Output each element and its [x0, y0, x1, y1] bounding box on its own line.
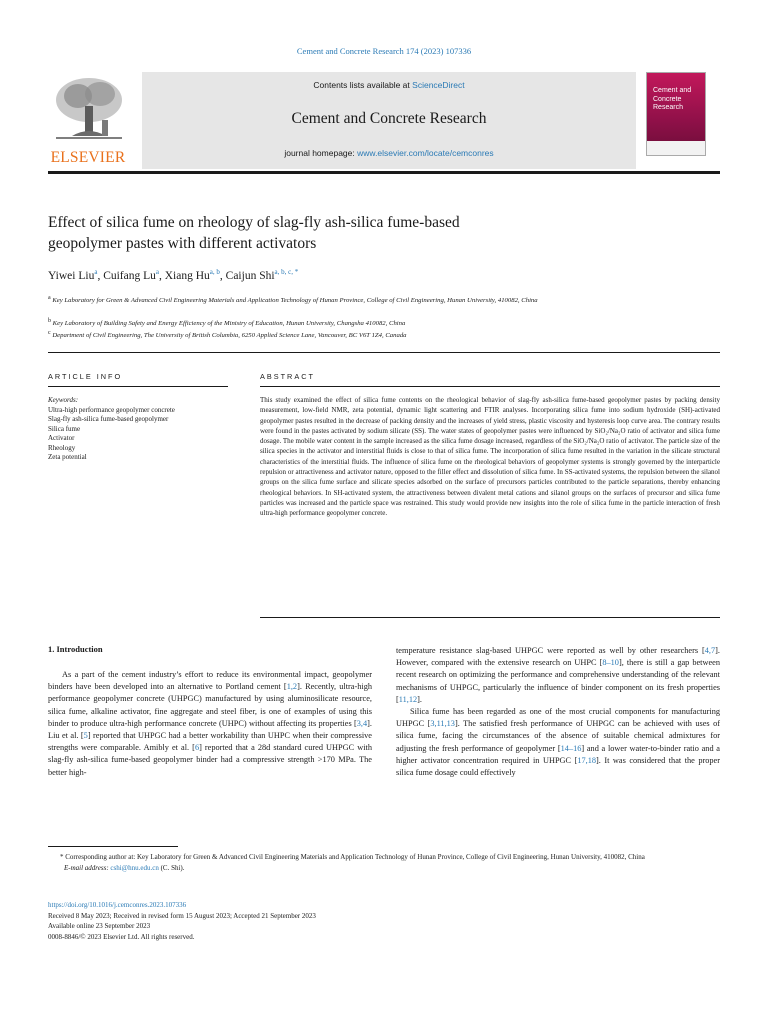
- citation-link[interactable]: 1,2: [286, 682, 298, 692]
- paragraph-text: ]. The satisfied fresh performance of UHPGC can be achieved with uses of silica fume, facing the circumstances of the absence of suitable chemical admixtures for adjusting the fresh performance of geopolymer [: [396, 719, 720, 753]
- author-name[interactable]: Caijun Shi: [225, 270, 275, 282]
- author-separator: ,: [159, 270, 165, 282]
- affiliation-text: Key Laboratory for Green & Advanced Civil Engineering Materials and Application Technology of Hunan Province, College of Civil Engineering, Hunan University, 410082, China: [52, 297, 538, 304]
- article-meta: [48, 900, 720, 942]
- cover-title-line: Concrete: [653, 95, 682, 103]
- paragraph-text: temperature resistance slag-based UHPGC were reported as well by other researchers [: [396, 646, 705, 655]
- author-separator: ,: [219, 270, 226, 282]
- affiliation-text: Department of Civil Engineering, The University of British Columbia, 6250 Applied Science Lane, Vancouver, BC V6T 1Z4, Canada: [52, 332, 407, 339]
- sciencedirect-link[interactable]: ScienceDirect: [412, 80, 465, 90]
- publisher-name: ELSEVIER: [50, 149, 126, 166]
- citation-link[interactable]: 14–16: [560, 743, 582, 753]
- paragraph-text: As a part of the cement industry’s effort to reduce its environmental impact, geopolymer binders have been developed into an alternative to Portland cement [: [48, 670, 372, 692]
- keywords-label: Keywords:: [48, 396, 79, 404]
- paragraph-text: ].: [417, 694, 422, 704]
- paragraph-text: ]. Recently, ultra-high performance geopolymer concrete (UHPGC) manufactured by using aluminosilicate resource, silica fume, alkaline activator, fine aggregate and steel fiber, is one of examples of using this binder to produce ultra-high performance concrete (UHPC) without affecting its properties [: [48, 682, 373, 728]
- citation-link[interactable]: 4,7: [704, 646, 716, 655]
- cover-title-line: Cement and: [653, 87, 692, 94]
- paragraph-text: ]. Liu et al. [: [48, 718, 372, 741]
- cover-title-line: Research: [653, 104, 683, 111]
- abstract-text: This study examined the effect of silica fume contents on the rheological behavior of slag-fly ash-silica fume-based geopolymer pastes by packing density measurement, low-field NMR, zeta potential, dynamic light scattering and FTIR analyses. Incorporating silica fume into sodium hydroxide (SH)-activated geopolymer pastes resulted in the decrease of packing density and the increases of yield stress, plastic viscosity and hysteresis loop curve area. The contrary results were found in the pastes activated by sodium silicate (SS). The water states of geopolymer pastes were influenced by SiO₂/Na₂O ratio of activator and silica fume dosage. The mobile water content in the sample increased as the silica fume dosage increased, regardless of the SiO₂/Na₂O ratio of activator. The particle size of the silica species in the activator and interstitial fluids is close to that of silica fume. The incorporation of silica fume resulted in the variation in the silicate structural characteristics of the interstitial fluids. The influence of silica fume on the rheological behaviors of geopolymer systems is strongly governed by the interparticle repulsion or attractiveness and activator nature, opposed to the filler effect and dissolution of silica fume. In SS-activated systems, the repulsion between the silanol groups on the silica fume surface and silicate species adsorbed on the surface of precursors particles contributed to the particle separations, thereby enhancing rheological behaviors. In SH-activated system, the attractiveness between divalent metal cations and silanol groups on the surfaces of precursor and silica fume particles was increased and the particle space was restrained. This study would provide new insights into the role of silica fume in the particle interaction of fresh ultra-high performance geopolymer concrete.: [260, 396, 720, 518]
- footnote-rule: [48, 846, 178, 847]
- affiliation-a: [48, 296, 648, 305]
- author-affiliation-mark[interactable]: a: [155, 268, 159, 277]
- paragraph-text: ] and a lower water-to-binder ratio and a higher activator concentration required in UHPGC [: [396, 743, 720, 765]
- corresponding-author-footnote: [48, 852, 720, 873]
- intro-paragraph: [48, 669, 372, 779]
- homepage-line: [142, 148, 636, 158]
- author-list: [48, 270, 720, 282]
- journal-reference[interactable]: Cement and Concrete Research 174 (2023) 107336: [296, 46, 472, 56]
- paragraph-text: Silica fume has been regarded as one of the most crucial components for manufacturing UHPGC [: [396, 707, 720, 729]
- homepage-link[interactable]: www.elsevier.com/locate/cemconres: [357, 148, 494, 158]
- cover-title: [653, 87, 691, 113]
- citation-link[interactable]: 8–10: [602, 658, 619, 668]
- contents-prefix: Contents lists available at: [313, 80, 410, 90]
- title-line: Effect of silica fume on rheology of slag-fly ash-silica fume-based: [48, 214, 460, 231]
- email-link[interactable]: cshi@hnu.edu.cn: [110, 863, 159, 872]
- title-line: geopolymer pastes with different activators: [48, 235, 317, 252]
- citation-link[interactable]: 3,4: [356, 718, 368, 728]
- email-suffix: (C. Shi).: [160, 863, 185, 872]
- author-affiliation-mark[interactable]: a, b: [209, 268, 220, 277]
- intro-paragraph: [396, 645, 720, 706]
- received-dates: Received 8 May 2023; Received in revised form 15 August 2023; Accepted 21 September 2023: [48, 911, 316, 920]
- introduction-heading: 1. Introduction: [48, 644, 103, 654]
- citation-link[interactable]: 17,18: [577, 755, 597, 765]
- contents-line: [142, 80, 636, 90]
- citation-link[interactable]: 3,11,13: [430, 719, 455, 729]
- paragraph-text: ], there is still a gap between recent research on optimizing the performance and comprehensive understanding of the relevant mechanisms of UHPGC, particularly the influence of binder component on its fresh properties [: [396, 658, 720, 704]
- affiliation-c: [48, 331, 648, 340]
- available-online: Available online 23 September 2023: [48, 922, 151, 930]
- keywords-block: [48, 396, 228, 463]
- keyword: Rheology: [48, 443, 76, 452]
- journal-name: Cement and Concrete Research: [291, 110, 487, 127]
- author-affiliation-mark[interactable]: a, b, c, *: [274, 268, 299, 277]
- affiliation-mark: b: [48, 317, 51, 324]
- article-info-rule: [48, 386, 228, 387]
- section-divider: [48, 352, 720, 353]
- intro-paragraph: [396, 706, 720, 779]
- abstract-rule: [260, 386, 720, 387]
- homepage-prefix: journal homepage:: [284, 148, 355, 158]
- author-separator: ,: [97, 270, 104, 282]
- email-label: E-mail address:: [64, 863, 109, 872]
- abstract-end-rule: [260, 617, 720, 618]
- copyright: 0008-8846/© 2023 Elsevier Ltd. All rights reserved.: [48, 932, 195, 941]
- cover-strip: [647, 141, 705, 155]
- paragraph-text: ]. It was considered that the proper silica fume dosage could effectively: [396, 755, 720, 778]
- email-line: [48, 863, 720, 874]
- affiliation-b: [48, 319, 648, 328]
- journal-cover-thumbnail[interactable]: [646, 72, 706, 156]
- keyword: Ultra-high performance geopolymer concrete: [48, 405, 175, 414]
- article-info-heading: ARTICLE INFO: [48, 372, 123, 381]
- intro-right-column: [396, 645, 720, 779]
- elsevier-tree-icon: [52, 76, 126, 142]
- journal-banner: [48, 72, 720, 174]
- affiliation-text: Key Laboratory of Building Safety and Energy Efficiency of the Ministry of Education, Hunan University, Changsha 410082, China: [52, 320, 406, 327]
- elsevier-logo[interactable]: [48, 72, 128, 168]
- abstract-heading: ABSTRACT: [260, 372, 315, 381]
- paragraph-text: ] reported that a 28d standard cured UHPGC with slag-fly ash-silica fume-based geopolymer binder had a compressive strength >170 MPa. The better high-: [48, 743, 372, 777]
- citation-link[interactable]: 11,12: [398, 694, 418, 704]
- author-name[interactable]: Yiwei Liu: [48, 270, 95, 282]
- author-affiliation-mark[interactable]: a: [94, 268, 98, 277]
- keyword: Silica fume: [48, 424, 81, 433]
- journal-header-box: [142, 72, 636, 169]
- corresponding-text: * Corresponding author at: Key Laboratory for Green & Advanced Civil Engineering Materials and Application Technology of Hunan Province, College of Civil Engineering, Hunan University, 410082, China: [60, 853, 645, 861]
- intro-left-column: [48, 669, 372, 779]
- author-name[interactable]: Cuifang Lu: [103, 270, 156, 282]
- doi-link[interactable]: https://doi.org/10.1016/j.cemconres.2023.107336: [48, 901, 187, 909]
- citation-link[interactable]: 6: [194, 743, 200, 753]
- paragraph-text: ]. However, compared with the extensive research on UHPC [: [396, 646, 720, 668]
- affiliation-mark: a: [48, 294, 51, 301]
- article-title: [48, 212, 608, 254]
- citation-link[interactable]: 5: [83, 731, 88, 741]
- keyword: Slag-fly ash-silica fume-based geopolymer: [48, 415, 169, 423]
- banner-rule: [48, 171, 720, 174]
- keyword: Activator: [48, 434, 75, 442]
- keyword: Zeta potential: [48, 453, 87, 461]
- paragraph-text: ] reported that UHPGC had a better workability than UHPC when their compressive strengths were comparable. Amibly et al. [: [48, 731, 372, 753]
- author-name[interactable]: Xiang Hu: [164, 270, 210, 282]
- affiliation-mark: c: [48, 329, 51, 336]
